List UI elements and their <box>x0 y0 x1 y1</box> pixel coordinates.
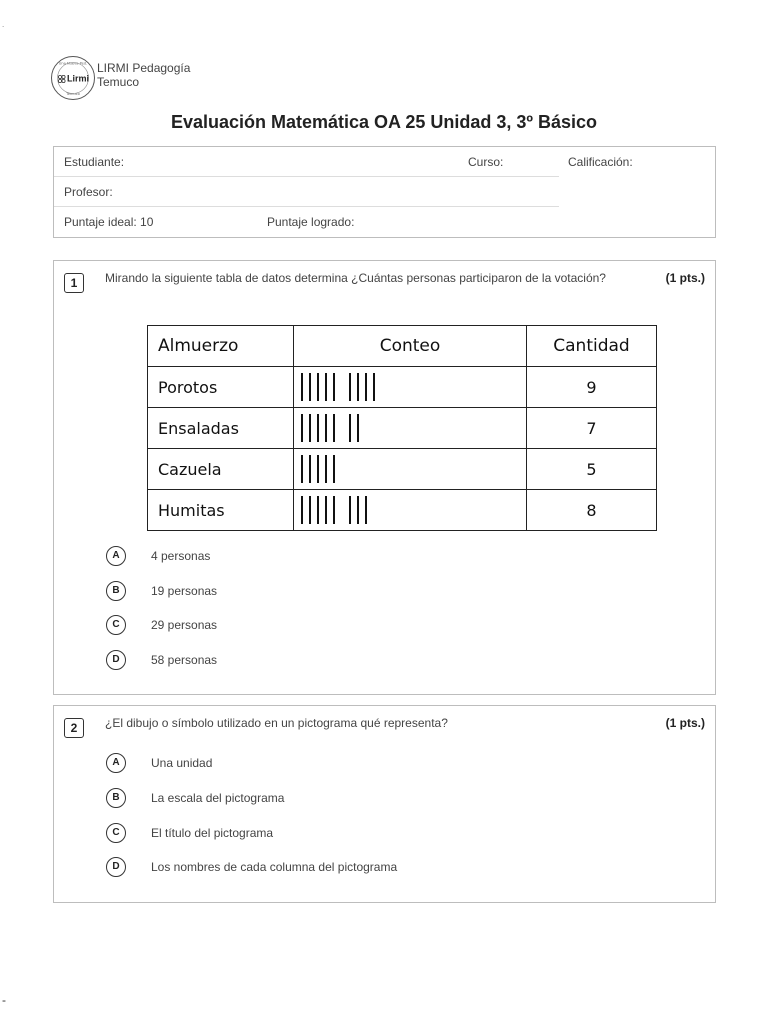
option-c[interactable] <box>106 614 217 636</box>
org-line-1: LIRMI Pedagogía <box>97 61 191 75</box>
stray-dot: . <box>2 20 5 29</box>
option-bubble[interactable]: D <box>106 650 126 670</box>
amount-cell: 5 <box>527 449 657 490</box>
tally-table <box>147 325 657 531</box>
option-text: 19 personas <box>151 584 218 598</box>
amount-cell: 9 <box>527 367 657 408</box>
header-tally: Conteo <box>294 326 527 367</box>
question-2 <box>53 705 716 903</box>
option-bubble[interactable]: A <box>106 546 126 566</box>
question-text: ¿El dibujo o símbolo utilizado en un pictograma qué representa? <box>105 716 448 730</box>
option-text: 58 personas <box>151 653 218 667</box>
table-row <box>148 449 657 490</box>
page-title: Evaluación Matemática OA 25 Unidad 3, 3º Básico <box>170 112 598 132</box>
table-row <box>148 490 657 531</box>
amount-cell: 7 <box>527 408 657 449</box>
tally-marks <box>298 451 398 487</box>
question-number: 2 <box>64 718 84 738</box>
question-points: (1 pts.) <box>665 716 705 730</box>
stray-dash: - <box>2 993 6 1007</box>
question-1 <box>53 260 716 695</box>
svg-text:Temuco: Temuco <box>66 92 80 96</box>
achieved-score-label: Puntaje logrado: <box>267 215 355 229</box>
lirmi-logo-icon <box>50 55 96 101</box>
option-c[interactable] <box>106 822 273 844</box>
table-row <box>148 408 657 449</box>
question-number: 1 <box>64 273 84 293</box>
ideal-score-label: Puntaje ideal: 10 <box>64 215 154 229</box>
course-label: Curso: <box>468 155 504 169</box>
option-bubble[interactable]: B <box>106 788 126 808</box>
option-a[interactable] <box>106 752 212 774</box>
table-header-row <box>148 326 657 367</box>
option-text: La escala del pictograma <box>151 791 285 805</box>
food-cell: Ensaladas <box>148 408 294 449</box>
tally-cell <box>294 367 527 408</box>
option-a[interactable] <box>106 545 210 567</box>
tally-marks <box>298 369 398 405</box>
org-line-2: Temuco <box>97 75 140 89</box>
header <box>50 55 190 101</box>
option-bubble[interactable]: B <box>106 581 126 601</box>
grade-label: Calificación: <box>568 155 633 169</box>
food-cell: Humitas <box>148 490 294 531</box>
option-text: El título del pictograma <box>151 826 274 840</box>
option-bubble[interactable]: C <box>106 823 126 843</box>
option-text: Los nombres de cada columna del pictograma <box>151 860 398 874</box>
tally-cell <box>294 490 527 531</box>
option-d[interactable] <box>106 649 217 671</box>
food-cell: Porotos <box>148 367 294 408</box>
header-food: Almuerzo <box>148 326 294 367</box>
option-text: Una unidad <box>151 756 213 770</box>
info-row-student <box>54 147 559 177</box>
tally-marks <box>298 492 398 528</box>
teacher-label: Profesor: <box>64 185 113 199</box>
header-amount: Cantidad <box>527 326 657 367</box>
option-text: 29 personas <box>151 618 218 632</box>
student-label: Estudiante: <box>64 155 125 169</box>
svg-text:Una Nueva Ped.: Una Nueva Ped. <box>58 61 88 66</box>
option-b[interactable] <box>106 580 217 602</box>
student-info-box <box>53 146 716 238</box>
question-points: (1 pts.) <box>665 271 705 285</box>
table-row <box>148 367 657 408</box>
logo-text: Lirmi <box>66 73 90 84</box>
info-row-score <box>54 207 715 237</box>
organization-name <box>97 61 190 89</box>
option-text: 4 personas <box>151 549 211 563</box>
option-bubble[interactable]: C <box>106 615 126 635</box>
food-cell: Cazuela <box>148 449 294 490</box>
option-d[interactable] <box>106 856 397 878</box>
tally-cell <box>294 449 527 490</box>
info-row-teacher <box>54 177 559 207</box>
tally-cell <box>294 408 527 449</box>
option-bubble[interactable]: A <box>106 753 126 773</box>
option-bubble[interactable]: D <box>106 857 126 877</box>
question-text: Mirando la siguiente tabla de datos determina ¿Cuántas personas participaron de la votación? <box>105 271 606 285</box>
tally-marks <box>298 410 398 446</box>
amount-cell: 8 <box>527 490 657 531</box>
option-b[interactable] <box>106 787 284 809</box>
